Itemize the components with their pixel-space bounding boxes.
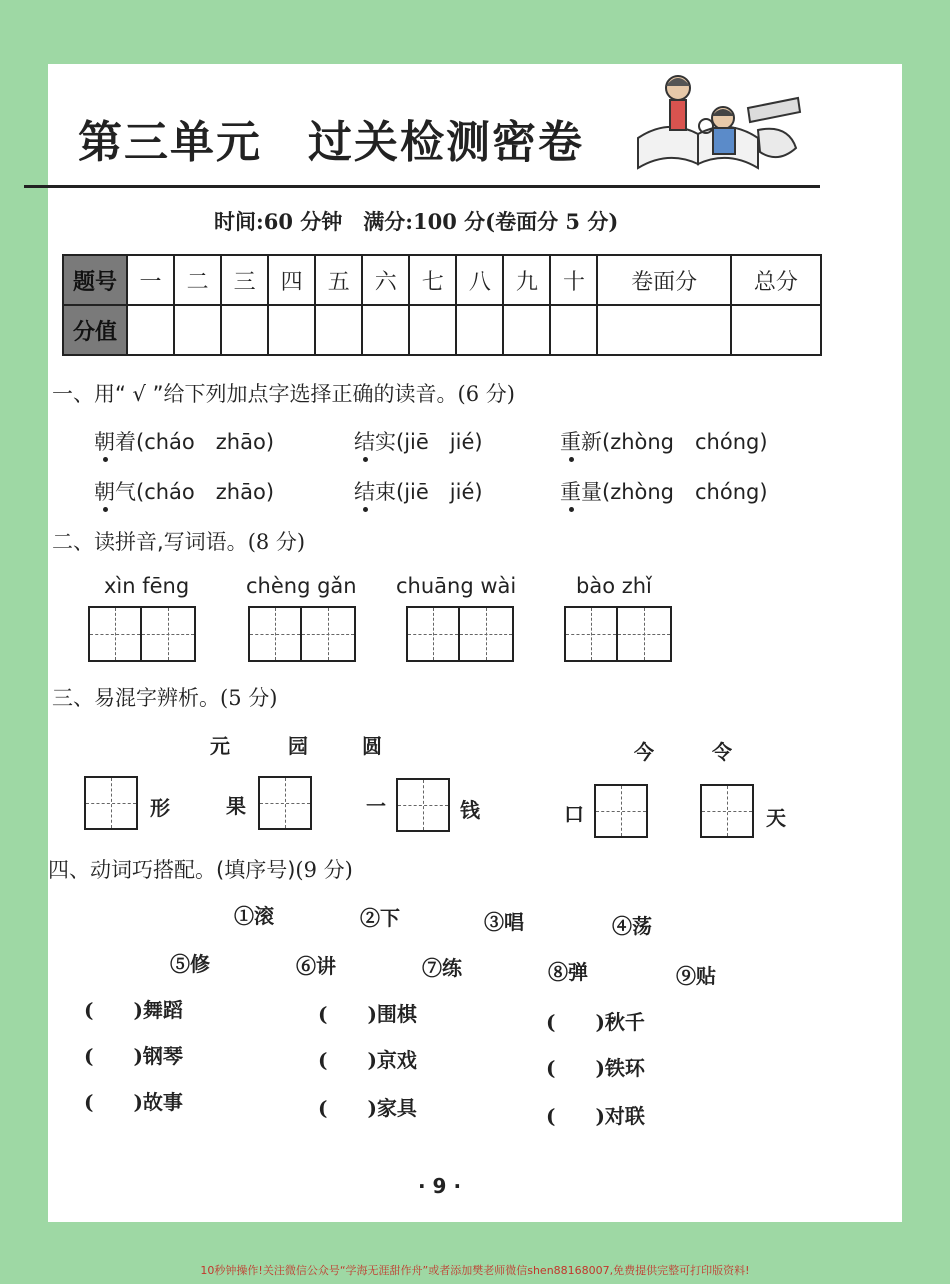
section4-heading: 四、动词巧搭配。(填序号)(9 分) — [48, 858, 353, 882]
score-cell[interactable] — [503, 305, 550, 355]
fill-blank[interactable]: ( )家具 — [318, 1096, 417, 1120]
char-box[interactable] — [396, 778, 450, 832]
char-box[interactable] — [700, 784, 754, 838]
column-header: 七 — [409, 255, 456, 305]
column-header: 八 — [456, 255, 503, 305]
column-header: 三 — [221, 255, 268, 305]
score-cell[interactable] — [456, 305, 503, 355]
verb-option: ⑨贴 — [676, 964, 716, 988]
column-header: 五 — [315, 255, 362, 305]
score-cell[interactable] — [268, 305, 315, 355]
page-number: · 9 · — [418, 1174, 462, 1198]
confusable-char: 元 — [210, 734, 230, 758]
title-rule — [24, 185, 820, 188]
verb-option: ③唱 — [484, 910, 524, 934]
writing-grid[interactable] — [248, 606, 356, 662]
score-cell[interactable] — [409, 305, 456, 355]
row-label-number: 题号 — [63, 255, 127, 305]
column-header: 二 — [174, 255, 221, 305]
word-char: 形 — [150, 796, 170, 820]
reading-item[interactable]: 结实(jiē jié) — [354, 430, 483, 454]
column-header: 卷面分 — [597, 255, 730, 305]
score-cell[interactable] — [315, 305, 362, 355]
pinyin-label: chèng gǎn — [246, 574, 357, 598]
confusable-char: 令 — [712, 740, 732, 764]
reading-item[interactable]: 重量(zhòng chóng) — [560, 480, 768, 504]
exam-paper — [48, 64, 902, 1222]
score-cell[interactable] — [731, 305, 821, 355]
reading-item[interactable]: 重新(zhòng chóng) — [560, 430, 768, 454]
confusable-char: 圆 — [362, 734, 382, 758]
score-cell[interactable] — [597, 305, 730, 355]
word-char: 口 — [564, 802, 584, 826]
pinyin-label: bào zhǐ — [576, 574, 652, 598]
score-cell[interactable] — [550, 305, 597, 355]
fill-blank[interactable]: ( )钢琴 — [84, 1044, 183, 1068]
score-cell[interactable] — [127, 305, 174, 355]
column-header: 九 — [503, 255, 550, 305]
verb-option: ④荡 — [612, 914, 652, 938]
char-box[interactable] — [258, 776, 312, 830]
verb-option: ①滚 — [234, 904, 274, 928]
confusable-char: 园 — [288, 734, 308, 758]
score-cell[interactable] — [362, 305, 409, 355]
reading-item[interactable]: 朝气(cháo zhāo) — [94, 480, 275, 504]
verb-option: ②下 — [360, 906, 400, 930]
column-header: 六 — [362, 255, 409, 305]
verb-option: ⑦练 — [422, 956, 462, 980]
column-header: 十 — [550, 255, 597, 305]
column-header: 四 — [268, 255, 315, 305]
fill-blank[interactable]: ( )对联 — [546, 1104, 645, 1128]
exam-info: 时间:60 分钟 满分:100 分(卷面分 5 分) — [214, 209, 619, 234]
score-cell[interactable] — [174, 305, 221, 355]
char-box[interactable] — [594, 784, 648, 838]
reading-children-illustration — [628, 68, 808, 178]
writing-grid[interactable] — [88, 606, 196, 662]
verb-option: ⑤修 — [170, 952, 210, 976]
section3-heading: 三、易混字辨析。(5 分) — [52, 686, 278, 710]
char-box[interactable] — [84, 776, 138, 830]
writing-grid[interactable] — [406, 606, 514, 662]
writing-grid[interactable] — [564, 606, 672, 662]
fill-blank[interactable]: ( )故事 — [84, 1090, 183, 1114]
word-char: 钱 — [460, 798, 480, 822]
column-header: 一 — [127, 255, 174, 305]
score-cell[interactable] — [221, 305, 268, 355]
fill-blank[interactable]: ( )京戏 — [318, 1048, 417, 1072]
page-title: 第三单元 过关检测密卷 — [78, 117, 584, 168]
word-char: 一 — [366, 794, 386, 818]
confusable-char: 今 — [634, 740, 654, 764]
word-char: 天 — [766, 806, 786, 830]
fill-blank[interactable]: ( )秋千 — [546, 1010, 645, 1034]
table-row — [63, 305, 821, 355]
verb-option: ⑧弹 — [548, 960, 588, 984]
pinyin-label: xìn fēng — [104, 574, 190, 598]
section2-heading: 二、读拼音,写词语。(8 分) — [52, 530, 306, 554]
row-label-score: 分值 — [63, 305, 127, 355]
reading-item[interactable]: 结束(jiē jié) — [354, 480, 483, 504]
table-row — [63, 255, 821, 305]
word-char: 果 — [226, 794, 246, 818]
verb-option: ⑥讲 — [296, 954, 336, 978]
footer-notice: 10秒钟操作!关注微信公众号“学海无涯甜作舟”或者添加樊老师微信shen88168007,免费提供完整可打印版资料! — [200, 1264, 750, 1277]
reading-item[interactable]: 朝着(cháo zhāo) — [94, 430, 275, 454]
column-header: 总分 — [731, 255, 821, 305]
fill-blank[interactable]: ( )舞蹈 — [84, 998, 183, 1022]
section1-heading: 一、用“ √ ”给下列加点字选择正确的读音。(6 分) — [52, 382, 515, 406]
pinyin-label: chuāng wài — [396, 574, 517, 598]
score-table — [62, 254, 822, 356]
fill-blank[interactable]: ( )铁环 — [546, 1056, 645, 1080]
fill-blank[interactable]: ( )围棋 — [318, 1002, 417, 1026]
